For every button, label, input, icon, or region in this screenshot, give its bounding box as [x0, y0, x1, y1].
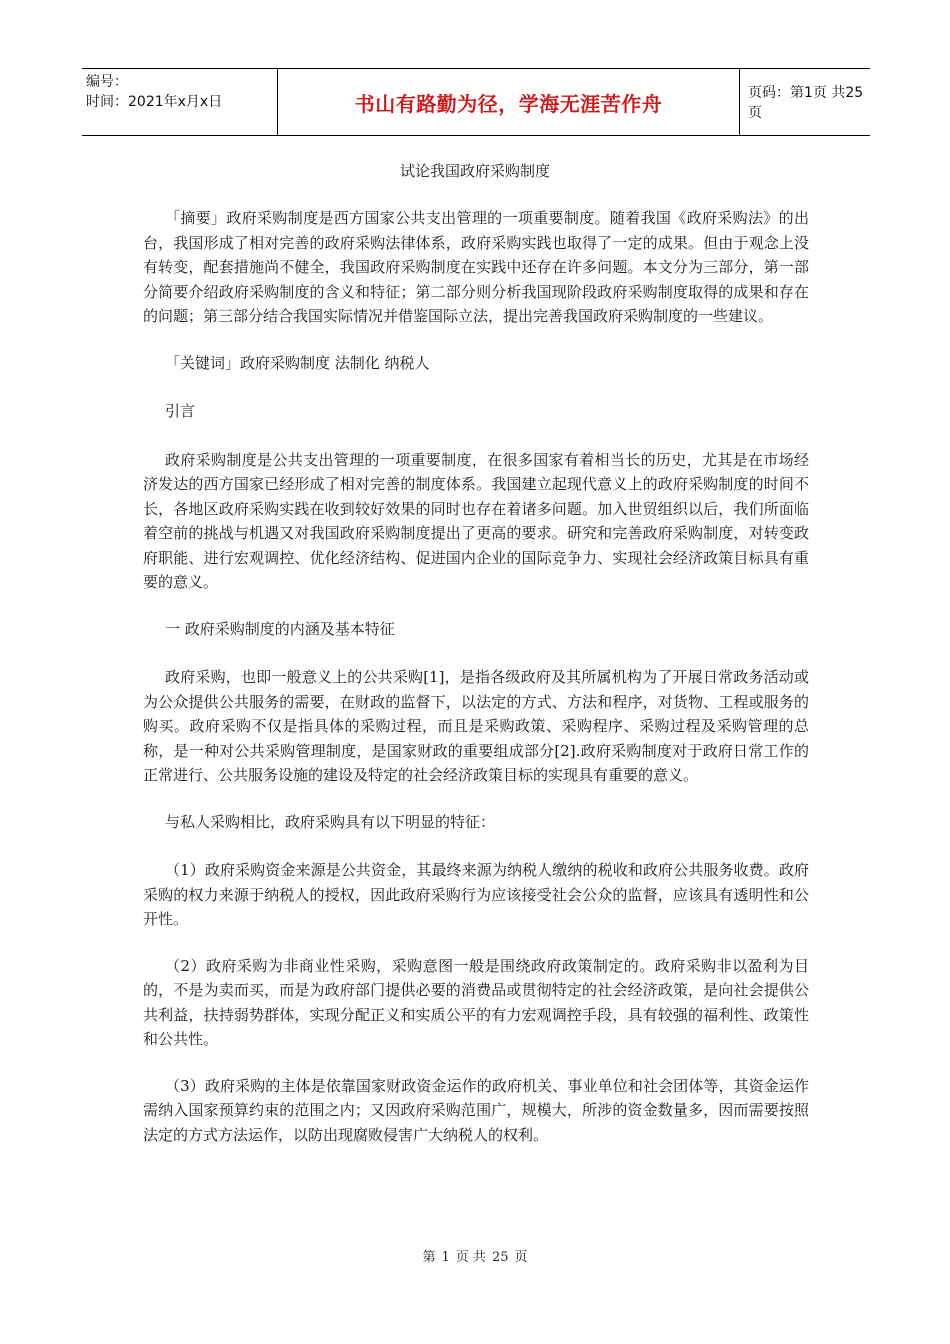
- introduction-heading: 引言: [165, 402, 196, 420]
- section-one-heading: 一 政府采购制度的内涵及基本特征: [165, 619, 395, 638]
- footer-middle: 页 共: [455, 1250, 486, 1265]
- footer-suffix: 页: [514, 1250, 528, 1265]
- document-body: [143, 206, 809, 1169]
- document-title: 试论我国政府采购制度: [399, 162, 550, 180]
- document-time-label: 时间：2021年x月x日: [86, 94, 223, 110]
- feature-1-paragraph: （1）政府采购资金来源是公共资金，其最终来源为纳税人缴纳的税收和政府公共服务收费。政府采购的权力来源于纳税人的授权，因此政府采购行为应该接受社会公众的监督，应该具有透明性和公开性。: [143, 861, 809, 928]
- page-code-text: 页码：第1页 共25页: [748, 85, 864, 121]
- footer-prefix: 第: [422, 1250, 436, 1265]
- feature-2-paragraph: （2）政府采购为非商业性采购，采购意图一般是围绕政府政策制定的。政府采购非以盈利为目的，不是为卖而买，而是为政府部门提供必要的消费品或贯彻特定的社会经济政策，是向社会提供公共利益，扶持弱势群体，实现分配正义和实质公平的有力宏观调控手段，具有较强的福利性、政策性和公共性。: [143, 956, 809, 1048]
- keywords-paragraph: 「关键词」政府采购制度 法制化 纳税人: [165, 353, 430, 372]
- introduction-paragraph: 政府采购制度是公共支出管理的一项重要制度，在很多国家有着相当长的历史，尤其是在市场经济发达的西方国家已经形成了相对完善的制度体系。我国建立起现代意义上的政府采购制度的时间不长，各地区政府采购实践在收到较好效果的同时也存在着诸多问题。加入世贸组织以后，我们所面临着空前的挑战与机遇又对我国政府采购制度提出了更高的要求。研究和完善政府采购制度，对转变政府职能、进行宏观调控、优化经济结构、促进国内企业的国际竞争力、实现社会经济政策目标具有重要的意义。: [143, 450, 809, 591]
- header-info-cell: [82, 69, 278, 135]
- header-motto-cell: [278, 69, 740, 135]
- feature-3-paragraph: （3）政府采购的主体是依靠国家财政资金运作的政府机关、事业单位和社会团体等，其资金运作需纳入国家预算约束的范围之内；又因政府采购范围广，规模大，所涉的资金数量多，因而需要按照法定的方式方法运作，以防出现腐败侵害广大纳税人的权利。: [143, 1076, 809, 1144]
- header-table: [82, 68, 870, 136]
- footer-total-pages: 25: [491, 1250, 509, 1265]
- page-footer: [0, 1246, 950, 1265]
- definition-paragraph: 政府采购，也即一般意义上的公共采购[1]，是指各级政府及其所属机构为了开展日常政务活动或为公众提供公共服务的需要，在财政的监督下，以法定的方式、方法和程序，对货物、工程或服务的购买。政府采购不仅是指具体的采购过程，而且是采购政策、采购程序、采购过程及采购管理的总称，是一种对公共采购管理制度，是国家财政的重要组成部分[2].政府采购制度对于政府日常工作的正常进行、公共服务设施的建设及特定的社会经济政策目标的实现具有重要的意义。: [143, 668, 809, 784]
- header-page-code-cell: [740, 69, 870, 135]
- footer-page-number: 1: [441, 1250, 450, 1265]
- features-intro-paragraph: 与私人采购相比，政府采购具有以下明显的特征：: [165, 812, 496, 831]
- document-number-label: 编号：: [86, 74, 128, 90]
- motto-text: 书山有路勤为径，学海无涯苦作舟: [354, 91, 663, 116]
- abstract-paragraph: 「摘要」政府采购制度是西方国家公共支出管理的一项重要制度。随着我国《政府采购法》的出台，我国形成了相对完善的政府采购法律体系，政府采购实践也取得了一定的成果。但由于观念上没有转变，配套措施尚不健全，我国政府采购制度在实践中还存在许多问题。本文分为三部分，第一部分简要介绍政府采购制度的含义和特征；第二部分则分析我国现阶段政府采购制度取得的成果和存在的问题；第三部分结合我国实际情况并借鉴国际立法，提出完善我国政府采购制度的一些建议。: [143, 209, 809, 325]
